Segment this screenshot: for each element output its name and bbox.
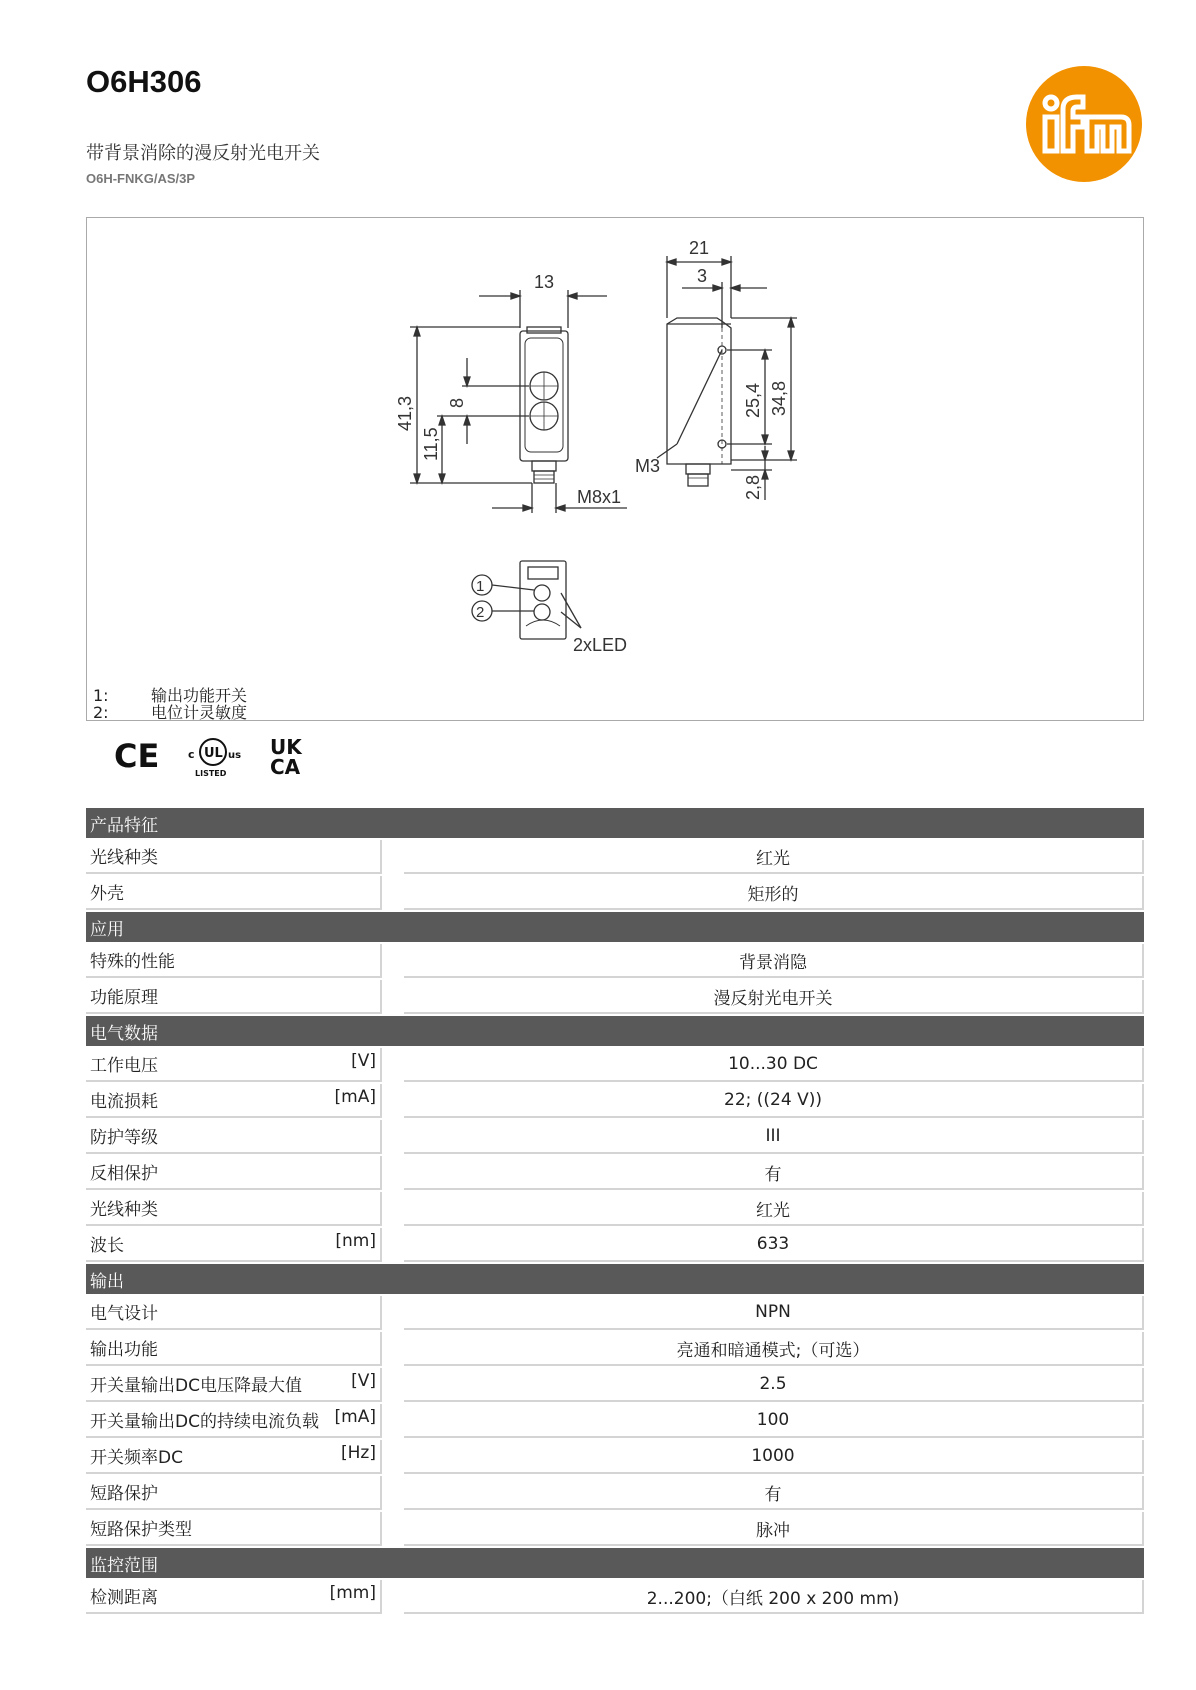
section-header	[86, 912, 1144, 944]
section-header	[86, 1548, 1144, 1580]
dim-2-8: 2,8	[743, 474, 763, 500]
spec-label: 光线种类	[90, 848, 158, 868]
spec-value: 背景消隐	[404, 944, 1144, 978]
dimension-drawing	[86, 217, 1144, 721]
dim-11-5: 11,5	[421, 427, 441, 461]
ifm-logo	[1025, 65, 1143, 183]
legend-text: 电位计灵敏度	[151, 703, 248, 722]
spec-label: 外壳	[90, 884, 124, 904]
spec-row	[86, 1476, 1144, 1510]
section-header	[86, 808, 1144, 840]
legend-num: 1:	[93, 686, 109, 705]
spec-label: 开关量输出DC的持续电流负载	[90, 1412, 319, 1432]
spec-value: 有	[404, 1156, 1144, 1190]
spec-row	[86, 1368, 1144, 1402]
spec-value: 22; ((24 V))	[404, 1084, 1144, 1118]
spec-label: 开关频率DC	[90, 1448, 183, 1468]
svg-text:UL: UL	[204, 746, 223, 761]
spec-row	[86, 1156, 1144, 1190]
spec-row	[86, 1228, 1144, 1262]
led-label: 2xLED	[573, 635, 628, 655]
svg-text:c: c	[188, 748, 195, 761]
section-title: 电气数据	[86, 1016, 1144, 1048]
spec-label: 短路保护	[90, 1484, 158, 1504]
dim-m8: M8x1	[577, 487, 622, 507]
logo-text: ifm	[1083, 177, 1085, 178]
svg-text:CA: CA	[270, 755, 301, 779]
callout-2: 2	[476, 604, 485, 621]
spec-row	[86, 1404, 1144, 1438]
spec-unit: [V]	[351, 1371, 376, 1391]
spec-value: 脉冲	[404, 1512, 1144, 1546]
spec-row	[86, 1296, 1144, 1330]
spec-row	[86, 1084, 1144, 1118]
svg-text:LISTED: LISTED	[195, 769, 227, 778]
spec-table	[86, 808, 1144, 1616]
spec-row	[86, 1048, 1144, 1082]
spec-label: 反相保护	[90, 1164, 158, 1184]
spec-unit: [mA]	[334, 1087, 376, 1107]
dim-3: 3	[697, 266, 708, 286]
spec-value: 633	[404, 1228, 1144, 1262]
spec-unit: [Hz]	[341, 1443, 376, 1463]
spec-label: 输出功能	[90, 1340, 158, 1360]
spec-unit: [mm]	[329, 1583, 376, 1603]
front-view	[410, 290, 627, 513]
spec-value: 1000	[404, 1440, 1144, 1474]
spec-value: 红光	[404, 1192, 1144, 1226]
spec-row	[86, 840, 1144, 874]
product-code: O6H-FNKG/AS/3P	[86, 171, 196, 186]
spec-value: 矩形的	[404, 876, 1144, 910]
spec-row	[86, 1120, 1144, 1154]
section-title: 输出	[86, 1264, 1144, 1296]
spec-label: 电流损耗	[90, 1092, 158, 1112]
dim-13: 13	[534, 272, 555, 292]
section-title: 应用	[86, 912, 1144, 944]
section-title: 产品特征	[86, 808, 1144, 840]
product-title: O6H306	[86, 64, 202, 99]
spec-label: 检测距离	[90, 1588, 158, 1608]
spec-label: 光线种类	[90, 1200, 158, 1220]
spec-value: 亮通和暗通模式;（可选）	[404, 1332, 1144, 1366]
spec-row	[86, 944, 1144, 978]
spec-row	[86, 1580, 1144, 1614]
spec-value: III	[404, 1120, 1144, 1154]
spec-value: 100	[404, 1404, 1144, 1438]
section-header	[86, 1264, 1144, 1296]
top-view	[472, 561, 581, 639]
spec-row	[86, 1440, 1144, 1474]
spec-label: 工作电压	[90, 1056, 158, 1076]
spec-value: 漫反射光电开关	[404, 980, 1144, 1014]
spec-row	[86, 980, 1144, 1014]
spec-value: 2.5	[404, 1368, 1144, 1402]
spec-value: NPN	[404, 1296, 1144, 1330]
spec-label: 开关量输出DC电压降最大值	[90, 1376, 302, 1396]
spec-label: 功能原理	[90, 988, 158, 1008]
spec-label: 电气设计	[90, 1304, 158, 1324]
ul-listed-mark	[188, 739, 241, 778]
dim-41-3: 41,3	[395, 395, 415, 431]
spec-label: 防护等级	[90, 1128, 158, 1148]
spec-label: 波长	[90, 1236, 124, 1256]
product-subtitle: 带背景消除的漫反射光电开关	[86, 143, 320, 164]
spec-label: 短路保护类型	[90, 1520, 192, 1540]
spec-row	[86, 1332, 1144, 1366]
spec-value: 10...30 DC	[404, 1048, 1144, 1082]
spec-value: 红光	[404, 840, 1144, 874]
spec-row	[86, 876, 1144, 910]
spec-row	[86, 1512, 1144, 1546]
dim-8: 8	[447, 397, 467, 408]
ce-mark: CE	[114, 737, 160, 775]
legend-text: 输出功能开关	[151, 686, 248, 705]
legend-item-2	[93, 704, 247, 722]
legend-num: 2:	[93, 703, 109, 722]
section-header	[86, 1016, 1144, 1048]
spec-unit: [V]	[351, 1051, 376, 1071]
svg-text:UK: UK	[270, 735, 302, 759]
spec-unit: [mA]	[334, 1407, 376, 1427]
dim-m3: M3	[635, 456, 661, 476]
certification-marks	[110, 732, 330, 780]
callout-1: 1	[476, 578, 485, 595]
section-title: 监控范围	[86, 1548, 1144, 1580]
spec-unit: [nm]	[335, 1231, 376, 1251]
dim-25-4: 25,4	[743, 382, 763, 418]
spec-row	[86, 1192, 1144, 1226]
spec-value: 2...200;（白纸 200 x 200 mm)	[404, 1580, 1144, 1614]
side-view	[657, 256, 797, 500]
spec-value: 有	[404, 1476, 1144, 1510]
dim-34-8: 34,8	[769, 380, 789, 416]
svg-text:us: us	[228, 750, 242, 761]
ukca-mark	[270, 735, 303, 779]
dim-21: 21	[689, 238, 710, 258]
spec-label: 特殊的性能	[90, 952, 175, 972]
